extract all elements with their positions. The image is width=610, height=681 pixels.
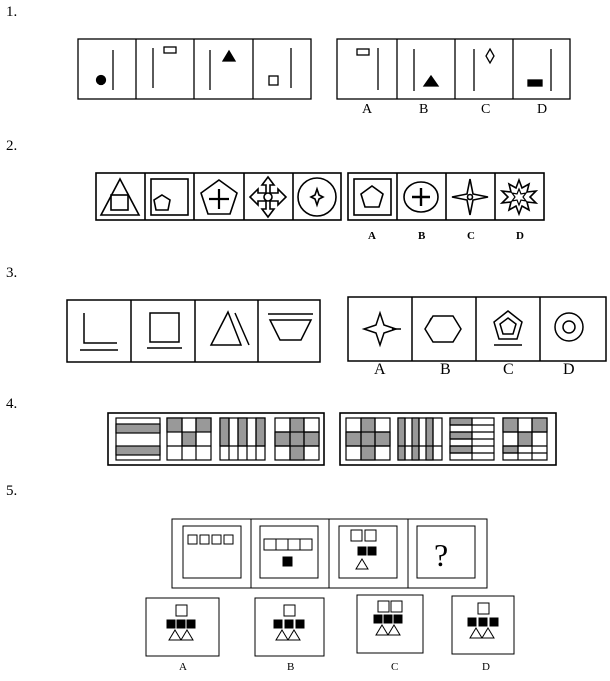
question-3-number: 3. bbox=[6, 265, 18, 281]
q3-option-a-label: A bbox=[374, 361, 386, 378]
q2-option-c-label: C bbox=[467, 230, 475, 242]
question-1-figure bbox=[78, 39, 570, 99]
q2-option-a-label: A bbox=[368, 230, 376, 242]
q5-option-a-label: A bbox=[179, 661, 187, 673]
q5-question-mark: ? bbox=[434, 537, 449, 573]
q2-option-d-label: D bbox=[516, 230, 524, 242]
question-2-figure bbox=[96, 173, 544, 220]
question-2-number: 2. bbox=[6, 138, 18, 154]
q1-options-frame bbox=[337, 39, 570, 99]
q5-option-b-label: B bbox=[287, 661, 295, 673]
question-5-number: 5. bbox=[6, 483, 18, 499]
q1-option-c-label: C bbox=[481, 102, 491, 117]
q2-option-b-label: B bbox=[418, 230, 426, 242]
question-4-figure bbox=[108, 413, 556, 465]
q3-option-b-label: B bbox=[440, 361, 451, 378]
q1-option-a-label: A bbox=[362, 102, 373, 117]
q5-option-c-label: C bbox=[391, 661, 399, 673]
q5-option-d-label: D bbox=[482, 661, 490, 673]
q3-sequence-frame bbox=[67, 300, 320, 362]
question-4-number: 4. bbox=[6, 396, 18, 412]
q3-options-frame bbox=[348, 297, 606, 361]
question-3-figure bbox=[67, 297, 606, 362]
q1-option-b-label: B bbox=[419, 102, 429, 117]
q3-option-c-label: C bbox=[503, 361, 514, 378]
q5-options bbox=[146, 595, 514, 656]
q1-cell1-dot bbox=[97, 76, 106, 85]
q3-option-d-label: D bbox=[563, 361, 575, 378]
q1-option-d-label: D bbox=[537, 102, 548, 117]
question-1-number: 1. bbox=[6, 4, 18, 20]
